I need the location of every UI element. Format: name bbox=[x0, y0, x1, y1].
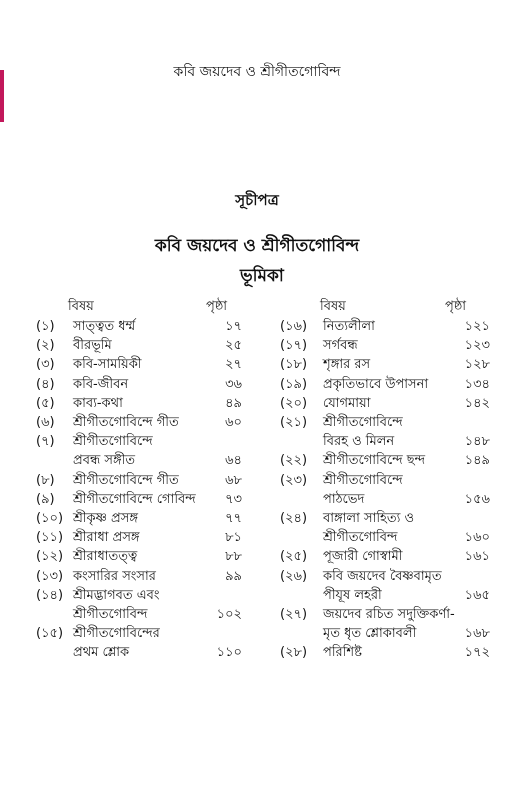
entry-page-number: ১৪৮ bbox=[464, 434, 490, 450]
entry-number: (২৪) bbox=[280, 511, 308, 527]
entry-number: (৮) bbox=[36, 472, 55, 488]
toc-entry bbox=[280, 605, 490, 643]
entry-number: (১০) bbox=[36, 511, 64, 527]
entry-page-number: ১৪২ bbox=[464, 395, 490, 411]
entry-number: (১১) bbox=[36, 530, 64, 546]
toc-entry bbox=[280, 394, 490, 413]
toc-entry bbox=[36, 567, 242, 586]
toc-entry bbox=[36, 375, 242, 394]
entry-page-number: ১২৩ bbox=[464, 338, 490, 354]
entry-number: (১৮) bbox=[280, 357, 308, 373]
section-title: ভূমিকা bbox=[240, 266, 284, 286]
toc-entry bbox=[280, 375, 490, 394]
entry-title: পীযূষ লহরী bbox=[323, 587, 382, 603]
toc-entry bbox=[280, 451, 490, 470]
entry-number: (৫) bbox=[36, 395, 55, 411]
entry-title: পূজারী গোস্বামী bbox=[323, 549, 403, 565]
entry-title: পরিশিষ্ট bbox=[323, 645, 362, 661]
subject-header: বিষয় bbox=[68, 299, 94, 314]
entry-title: পাঠভেদ bbox=[323, 491, 365, 507]
toc-entry bbox=[36, 355, 242, 374]
entry-page-number: ৮১ bbox=[225, 530, 242, 546]
toc-entry bbox=[36, 509, 242, 528]
entry-number: (২৫) bbox=[280, 549, 308, 565]
entry-number: (৭) bbox=[36, 434, 55, 450]
entry-title: শ্রীগীতগোবিন্দে গীত bbox=[73, 415, 179, 431]
entry-page-number: ৮৮ bbox=[225, 549, 242, 565]
subject-header: বিষয় bbox=[320, 299, 346, 314]
entry-page-number: ১৬০ bbox=[464, 530, 490, 546]
toc-entry bbox=[280, 643, 490, 662]
entry-title: শ্রীরাধা প্রসঙ্গ bbox=[73, 530, 140, 546]
toc-entry bbox=[36, 317, 242, 336]
entry-title: শ্রীকৃষ্ণ প্রসঙ্গ bbox=[73, 511, 138, 527]
entry-number: (২২) bbox=[280, 453, 308, 469]
entry-page-number: ১৪৯ bbox=[464, 453, 490, 469]
column-header-right bbox=[280, 297, 490, 317]
entry-page-number: ১১০ bbox=[216, 645, 242, 661]
toc-entry bbox=[36, 471, 242, 490]
entry-title: শ্রীরাধাতত্ত্ব bbox=[73, 549, 138, 565]
toc-entry bbox=[36, 394, 242, 413]
entry-title: কবি জয়দেব বৈষ্ণবামৃত bbox=[323, 568, 442, 584]
toc-column-right bbox=[280, 297, 490, 663]
entry-page-number: ১৭ bbox=[225, 319, 242, 334]
entry-title: কাব্য-কথা bbox=[73, 395, 123, 411]
entry-page-number: ৯৯ bbox=[225, 568, 242, 584]
entry-title: শ্রীগীতগোবিন্দের bbox=[73, 626, 160, 642]
entry-number: (২৬) bbox=[280, 568, 308, 584]
entry-page-number: ১৬১ bbox=[464, 549, 490, 565]
entry-page-number: ৭৩ bbox=[225, 491, 242, 507]
entry-page-number: ৬৮ bbox=[225, 472, 242, 488]
toc-entry bbox=[280, 567, 490, 605]
entry-number: (২৩) bbox=[280, 472, 308, 488]
entry-page-number: ১৬৮ bbox=[464, 626, 490, 642]
toc-entry bbox=[280, 336, 490, 355]
toc-entry bbox=[36, 528, 242, 547]
toc-entry bbox=[280, 355, 490, 374]
entry-page-number: ২৭ bbox=[225, 357, 242, 373]
page-header: পৃষ্ঠা bbox=[445, 299, 467, 314]
column-header-left bbox=[36, 297, 242, 317]
entry-title: নিত্যলীলা bbox=[323, 319, 375, 334]
entry-title: বীরভূমি bbox=[73, 338, 112, 354]
toc-column-left bbox=[36, 297, 242, 663]
toc-title: সূচীপত্র bbox=[235, 191, 279, 209]
entry-title: শ্রীগীতগোবিন্দে গোবিন্দ bbox=[73, 491, 196, 507]
entry-title: শ্রীগীতগোবিন্দে bbox=[73, 434, 153, 450]
entry-title: কংসারির সংসার bbox=[73, 568, 156, 584]
entry-page-number: ১৭২ bbox=[464, 645, 490, 661]
toc-entries-right bbox=[280, 317, 490, 663]
entry-title: বিরহ ও মিলন bbox=[323, 434, 395, 450]
entry-number: (২০) bbox=[280, 395, 308, 411]
toc-entry bbox=[280, 509, 490, 547]
entry-number: (১৪) bbox=[36, 587, 64, 603]
entry-page-number: ৪৯ bbox=[225, 395, 242, 411]
entry-title: শ্রীমদ্ভাগবত এবং bbox=[73, 587, 160, 603]
toc-entry bbox=[36, 336, 242, 355]
entry-title: সাত্ত্বত ধর্ম্ম bbox=[73, 319, 136, 334]
toc-entry bbox=[280, 471, 490, 509]
entry-number: (২৭) bbox=[280, 607, 308, 623]
entry-title: প্রথম শ্লোক bbox=[73, 645, 130, 661]
entry-page-number: ১৬৫ bbox=[464, 587, 490, 603]
entry-page-number: ১৫৬ bbox=[464, 491, 490, 507]
entry-title: শ্রীগীতগোবিন্দ bbox=[73, 607, 148, 623]
entry-page-number: ১২৮ bbox=[464, 357, 490, 373]
entry-title: কবি-জীবন bbox=[73, 376, 129, 392]
entry-number: (১৯) bbox=[280, 376, 308, 392]
book-title: কবি জয়দেব ও শ্রীগীতগোবিন্দ bbox=[154, 236, 360, 256]
entry-number: (১৫) bbox=[36, 626, 64, 642]
entry-number: (১৩) bbox=[36, 568, 64, 584]
toc-entry bbox=[280, 317, 490, 336]
toc-entry bbox=[280, 547, 490, 566]
toc-entry bbox=[280, 413, 490, 451]
entry-number: (৬) bbox=[36, 415, 55, 431]
entry-page-number: ১৩৪ bbox=[464, 376, 490, 392]
entry-number: (১২) bbox=[36, 549, 64, 565]
entry-title: সর্গবন্ধ bbox=[323, 338, 358, 354]
entry-title: শ্রীগীতগোবিন্দে bbox=[323, 415, 403, 431]
entry-number: (২) bbox=[36, 338, 55, 354]
entry-number: (৪) bbox=[36, 376, 55, 392]
entry-title: বাঙ্গালা সাহিত্য ও bbox=[323, 511, 415, 527]
toc-entry bbox=[36, 547, 242, 566]
entry-title: শ্রীগীতগোবিন্দে গীত bbox=[73, 472, 179, 488]
entry-title: কবি-সাময়িকী bbox=[73, 357, 142, 373]
toc-entry bbox=[36, 490, 242, 509]
entry-title: শ্রীগীতগোবিন্দে bbox=[323, 472, 403, 488]
entry-page-number: ২৫ bbox=[225, 338, 242, 354]
toc-entry bbox=[36, 432, 242, 470]
entry-page-number: ৭৭ bbox=[225, 511, 242, 527]
entry-number: (১৬) bbox=[280, 319, 308, 334]
entry-number: (৩) bbox=[36, 357, 55, 373]
entry-title: প্রবন্ধ সঙ্গীত bbox=[73, 453, 136, 469]
entry-title: শৃঙ্গার রস bbox=[323, 357, 371, 373]
entry-title: শ্রীগীতগোবিন্দ bbox=[323, 530, 398, 546]
entry-number: (২১) bbox=[280, 415, 308, 431]
entry-number: (৯) bbox=[36, 491, 55, 507]
entry-title: যোগমায়া bbox=[323, 395, 371, 411]
entry-page-number: ৬০ bbox=[225, 415, 242, 431]
entry-number: (১) bbox=[36, 319, 55, 334]
entry-title: জয়দেব রচিত সদুক্তিকর্ণা- bbox=[323, 607, 455, 623]
entry-page-number: ১২১ bbox=[464, 319, 490, 334]
entry-page-number: ৬৪ bbox=[225, 453, 242, 469]
page-header: পৃষ্ঠা bbox=[206, 299, 228, 314]
entry-title: প্রকৃতিভাবে উপাসনা bbox=[323, 376, 429, 392]
toc-entry bbox=[36, 413, 242, 432]
entry-page-number: ১০২ bbox=[216, 607, 242, 623]
entry-title: শ্রীগীতগোবিন্দে ছন্দ bbox=[323, 453, 426, 469]
entry-number: (২৮) bbox=[280, 645, 308, 661]
toc-entries-left bbox=[36, 317, 242, 663]
entry-title: মৃত ধৃত শ্লোকাবলী bbox=[323, 626, 417, 642]
entry-number: (১৭) bbox=[280, 338, 308, 354]
toc-entry bbox=[36, 586, 242, 624]
toc-entry bbox=[36, 624, 242, 662]
running-header: কবি জয়দেব ও শ্রীগীতগোবিন্দ bbox=[173, 64, 341, 80]
entry-page-number: ৩৬ bbox=[225, 376, 242, 392]
